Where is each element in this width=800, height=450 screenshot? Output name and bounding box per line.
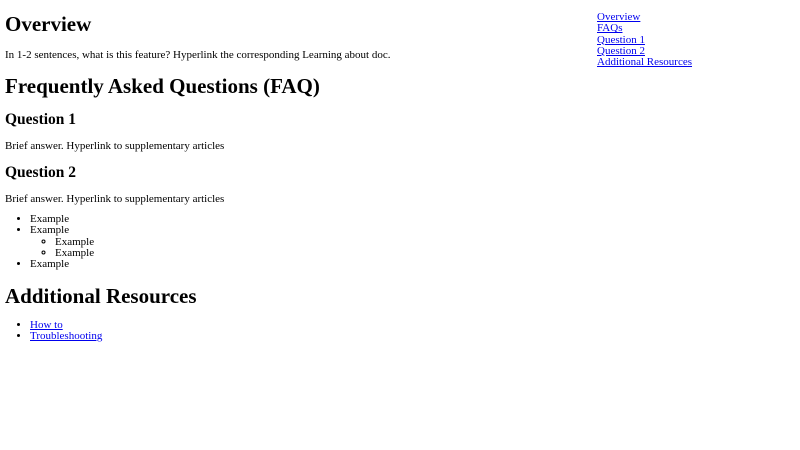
toc-link-overview[interactable]: Overview: [597, 11, 641, 23]
toc-link-faqs[interactable]: FAQs: [597, 22, 623, 35]
example-list: [5, 214, 94, 270]
nested-example-list: [30, 237, 94, 260]
question-2-heading: Question 2: [5, 164, 77, 181]
question-1-answer: Brief answer. Hyperlink to supplementary articles: [5, 140, 225, 152]
nested-list-item: ◦ Example: [55, 237, 94, 248]
overview-text: In 1-2 sentences, what is this feature? Hyperlink the corresponding Learning about doc.: [5, 49, 391, 61]
resources-list: [5, 320, 102, 343]
overview-heading: Overview: [5, 12, 92, 36]
toc-link-additional-resources[interactable]: Additional Resources: [597, 56, 693, 69]
list-item: • Example: [30, 259, 94, 270]
toc-link-question-2[interactable]: Question 2: [597, 44, 645, 57]
faq-heading: Frequently Asked Questions (FAQ): [5, 74, 320, 98]
list-item: • Example: [30, 214, 94, 225]
toc-link-question-1[interactable]: Question 1: [597, 33, 645, 46]
table-of-contents: [597, 12, 792, 68]
question-2-answer: Brief answer. Hyperlink to supplementary articles: [5, 193, 225, 205]
list-item: [30, 225, 94, 259]
list-item: [30, 331, 102, 342]
nested-list-item: ◦ Example: [55, 248, 94, 259]
resources-heading: Additional Resources: [5, 284, 197, 308]
troubleshooting-link[interactable]: Troubleshooting: [30, 330, 103, 343]
question-1-heading: Question 1: [5, 111, 77, 128]
list-item-label: Example: [30, 224, 70, 237]
how-to-link[interactable]: How to: [30, 319, 63, 331]
